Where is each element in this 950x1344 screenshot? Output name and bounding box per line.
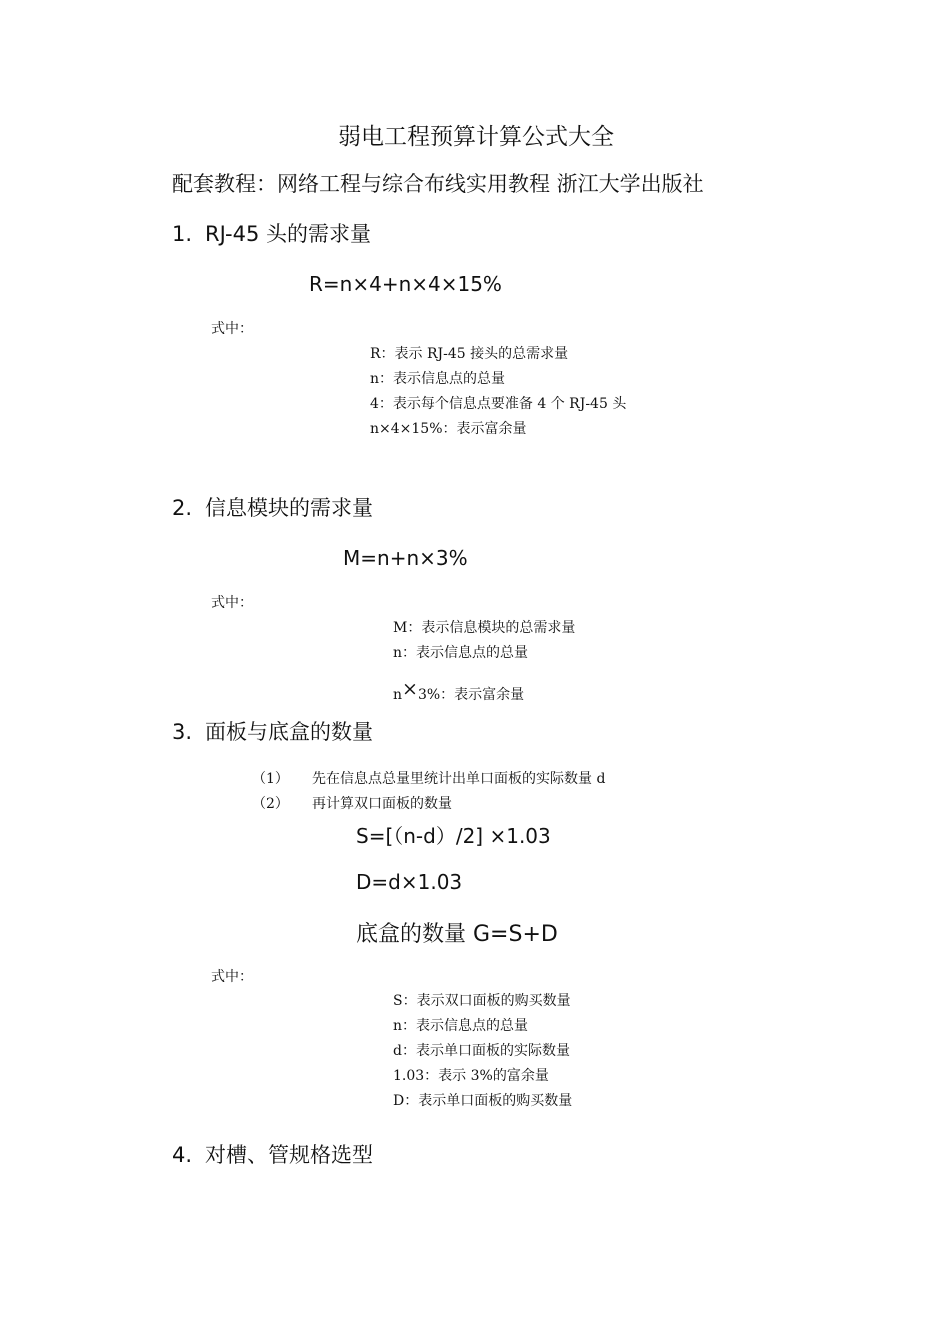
section-1-def-3: 4：表示每个信息点要准备 4 个 RJ-45 头	[370, 396, 627, 412]
section-3-def-3: d：表示单口面板的实际数量	[393, 1043, 570, 1059]
section-3-def-5: D：表示单口面板的购买数量	[393, 1093, 573, 1109]
section-4-number: 4.	[172, 1143, 193, 1167]
section-1-formula: R=n×4+n×4×15%	[309, 272, 502, 296]
section-3-formula-s: S=[（n-d）/2] ×1.03	[356, 824, 551, 848]
section-3-number: 3.	[172, 720, 193, 744]
step-1-label: （1）	[252, 771, 289, 787]
section-2-heading	[172, 492, 373, 522]
section-3-step-1	[252, 768, 605, 788]
section-2-def-3	[393, 678, 525, 704]
section-2-number: 2.	[172, 496, 193, 520]
section-2-title: 信息模块的需求量	[205, 496, 373, 520]
section-2-formula: M=n+n×3%	[343, 546, 468, 570]
section-3-where-label: 式中：	[211, 969, 253, 985]
section-3-def-2: n：表示信息点的总量	[393, 1018, 529, 1034]
section-3-formula-g: 底盒的数量 G=S+D	[356, 922, 558, 947]
section-2-def-3-prefix: n	[393, 687, 403, 703]
document-subtitle: 配套教程：网络工程与综合布线实用教程 浙江大学出版社	[172, 172, 704, 196]
section-2-where-label: 式中：	[211, 595, 253, 611]
section-1-def-4: n×4×15%：表示富余量	[370, 421, 527, 437]
section-1-def-1: R：表示 RJ-45 接头的总需求量	[370, 346, 569, 362]
section-2-def-3-suffix: 3%：表示富余量	[417, 687, 525, 703]
step-2-text: 再计算双口面板的数量	[312, 796, 452, 812]
section-2-def-1: M：表示信息模块的总需求量	[393, 620, 576, 636]
section-3-def-4: 1.03：表示 3%的富余量	[393, 1068, 549, 1084]
section-4-heading	[172, 1139, 373, 1169]
times-symbol: ×	[402, 678, 418, 700]
section-3-title: 面板与底盒的数量	[205, 720, 373, 744]
section-1-where-label: 式中：	[211, 321, 253, 337]
section-1-title: RJ-45 头的需求量	[205, 222, 372, 246]
section-3-heading	[172, 716, 373, 746]
document-title: 弱电工程预算计算公式大全	[338, 124, 614, 150]
section-1-heading	[172, 218, 371, 248]
section-3-formula-d: D=d×1.03	[356, 870, 463, 894]
section-1-number: 1.	[172, 222, 193, 246]
section-4-title: 对槽、管规格选型	[205, 1143, 373, 1167]
section-3-step-2	[252, 793, 452, 813]
step-2-label: （2）	[252, 796, 289, 812]
section-1-def-2: n：表示信息点的总量	[370, 371, 506, 387]
section-3-def-1: S：表示双口面板的购买数量	[393, 993, 571, 1009]
section-2-def-2: n：表示信息点的总量	[393, 645, 529, 661]
step-1-text: 先在信息点总量里统计出单口面板的实际数量 d	[312, 771, 606, 787]
